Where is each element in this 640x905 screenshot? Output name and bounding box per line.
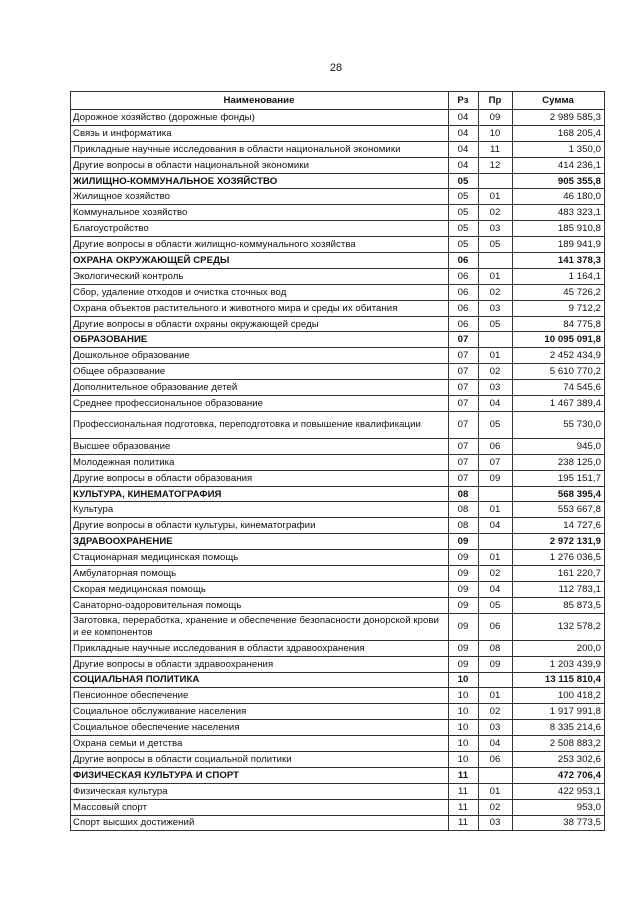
row-sum: 132 578,2 [513,613,605,640]
row-rz: 11 [449,799,479,815]
row-name: Другие вопросы в области социальной политики [71,751,449,767]
row-rz: 06 [449,300,479,316]
section-row [71,767,605,783]
table-row [71,815,605,831]
row-rz: 09 [449,640,479,656]
row-name: Охрана объектов растительного и животного мира и среды их обитания [71,300,449,316]
table-row [71,157,605,173]
row-name: Охрана семьи и детства [71,736,449,752]
row-sum: 2 989 585,3 [513,110,605,126]
row-name: Среднее профессиональное образование [71,396,449,412]
row-pr: 01 [479,189,513,205]
row-name: Культура [71,502,449,518]
row-sum: 483 323,1 [513,205,605,221]
row-name: Сбор, удаление отходов и очистка сточных вод [71,284,449,300]
row-pr: 02 [479,566,513,582]
row-rz: 10 [449,736,479,752]
row-sum: 9 712,2 [513,300,605,316]
table-row [71,688,605,704]
row-rz: 10 [449,688,479,704]
row-sum: 195 151,7 [513,470,605,486]
row-name: Амбулаторная помощь [71,566,449,582]
row-rz: 07 [449,470,479,486]
row-pr: 04 [479,581,513,597]
table-row [71,380,605,396]
row-pr: 06 [479,751,513,767]
row-pr: 06 [479,613,513,640]
row-name: Профессиональная подготовка, переподготовка и повышение квалификации [71,411,449,438]
row-sum: 141 378,3 [513,253,605,269]
row-sum: 100 418,2 [513,688,605,704]
row-rz: 11 [449,815,479,831]
table-row [71,704,605,720]
row-sum: 414 236,1 [513,157,605,173]
row-sum: 84 775,8 [513,316,605,332]
row-rz: 07 [449,364,479,380]
row-rz: 07 [449,411,479,438]
row-sum: 2 972 131,9 [513,534,605,550]
table-row [71,470,605,486]
row-sum: 55 730,0 [513,411,605,438]
row-name: ЗДРАВООХРАНЕНИЕ [71,534,449,550]
row-pr [479,253,513,269]
table-row [71,581,605,597]
table-row [71,364,605,380]
row-name: Заготовка, переработка, хранение и обеспечение безопасности донорской крови и ее компонентов [71,613,449,640]
row-rz: 09 [449,613,479,640]
row-name: СОЦИАЛЬНАЯ ПОЛИТИКА [71,672,449,688]
row-sum: 422 953,1 [513,783,605,799]
row-rz: 06 [449,268,479,284]
row-pr: 01 [479,783,513,799]
row-name: ФИЗИЧЕСКАЯ КУЛЬТУРА И СПОРТ [71,767,449,783]
row-name: Пенсионное обеспечение [71,688,449,704]
header-rz: Рз [449,92,479,110]
row-sum: 1 164,1 [513,268,605,284]
row-rz: 06 [449,284,479,300]
row-pr: 03 [479,300,513,316]
row-pr: 05 [479,597,513,613]
table-row [71,110,605,126]
row-name: Другие вопросы в области культуры, кинематографии [71,518,449,534]
section-row [71,672,605,688]
table-row [71,597,605,613]
row-sum: 185 910,8 [513,221,605,237]
row-sum: 200,0 [513,640,605,656]
row-pr: 03 [479,815,513,831]
row-name: Молодежная политика [71,454,449,470]
table-row [71,751,605,767]
row-name: Жилищное хозяйство [71,189,449,205]
row-sum: 553 667,8 [513,502,605,518]
table-row [71,396,605,412]
row-rz: 10 [449,720,479,736]
row-rz: 05 [449,205,479,221]
row-sum: 953,0 [513,799,605,815]
row-rz: 05 [449,173,479,189]
row-name: Другие вопросы в области охраны окружающей среды [71,316,449,332]
row-rz: 07 [449,380,479,396]
row-rz: 04 [449,157,479,173]
row-sum: 2 508 883,2 [513,736,605,752]
table-row [71,438,605,454]
row-name: Общее образование [71,364,449,380]
row-name: Санаторно-оздоровительная помощь [71,597,449,613]
row-name: Физическая культура [71,783,449,799]
row-sum: 1 917 991,8 [513,704,605,720]
table-row [71,550,605,566]
row-rz: 07 [449,454,479,470]
row-name: Социальное обслуживание населения [71,704,449,720]
row-pr: 02 [479,364,513,380]
table-row [71,141,605,157]
row-rz: 09 [449,581,479,597]
table-row [71,189,605,205]
row-rz: 06 [449,253,479,269]
row-rz: 05 [449,237,479,253]
row-pr [479,332,513,348]
row-sum: 85 873,5 [513,597,605,613]
row-rz: 10 [449,751,479,767]
row-sum: 10 095 091,8 [513,332,605,348]
section-row [71,534,605,550]
table-row [71,205,605,221]
row-name: Связь и информатика [71,125,449,141]
table-row [71,300,605,316]
table-row [71,125,605,141]
table-row [71,566,605,582]
row-pr: 03 [479,720,513,736]
row-pr [479,672,513,688]
row-sum: 13 115 810,4 [513,672,605,688]
row-pr: 08 [479,640,513,656]
row-rz: 09 [449,597,479,613]
row-rz: 07 [449,332,479,348]
row-sum: 112 783,1 [513,581,605,597]
row-pr: 03 [479,380,513,396]
budget-table [70,91,605,831]
table-row [71,518,605,534]
row-name: Другие вопросы в области жилищно-коммунального хозяйства [71,237,449,253]
row-rz: 10 [449,704,479,720]
row-pr: 09 [479,110,513,126]
table-row [71,237,605,253]
row-pr: 05 [479,237,513,253]
row-pr: 02 [479,284,513,300]
row-sum: 5 610 770,2 [513,364,605,380]
row-rz: 10 [449,672,479,688]
row-pr: 04 [479,518,513,534]
row-pr: 01 [479,268,513,284]
row-name: Прикладные научные исследования в области национальной экономики [71,141,449,157]
table-body [71,110,605,831]
table-row [71,640,605,656]
row-rz: 07 [449,348,479,364]
row-sum: 1 467 389,4 [513,396,605,412]
section-row [71,253,605,269]
row-rz: 04 [449,141,479,157]
row-rz: 05 [449,221,479,237]
row-pr: 01 [479,550,513,566]
row-sum: 238 125,0 [513,454,605,470]
row-pr [479,173,513,189]
row-pr: 02 [479,704,513,720]
row-sum: 472 706,4 [513,767,605,783]
row-sum: 905 355,8 [513,173,605,189]
table-row [71,454,605,470]
row-pr [479,767,513,783]
row-rz: 09 [449,566,479,582]
table-row [71,799,605,815]
row-pr: 03 [479,221,513,237]
row-rz: 04 [449,110,479,126]
row-pr: 11 [479,141,513,157]
row-name: Другие вопросы в области здравоохранения [71,656,449,672]
row-name: Скорая медицинская помощь [71,581,449,597]
table-row [71,783,605,799]
table-row [71,736,605,752]
row-rz: 08 [449,502,479,518]
row-name: Стационарная медицинская помощь [71,550,449,566]
row-name: Социальное обеспечение населения [71,720,449,736]
row-name: Другие вопросы в области национальной экономики [71,157,449,173]
row-rz: 04 [449,125,479,141]
row-rz: 09 [449,656,479,672]
row-rz: 11 [449,783,479,799]
table-row [71,613,605,640]
section-row [71,486,605,502]
table-row [71,348,605,364]
row-pr: 01 [479,502,513,518]
row-rz: 09 [449,550,479,566]
row-sum: 1 350,0 [513,141,605,157]
row-sum: 568 395,4 [513,486,605,502]
row-sum: 74 545,6 [513,380,605,396]
row-rz: 07 [449,396,479,412]
section-row [71,173,605,189]
row-sum: 46 180,0 [513,189,605,205]
row-pr: 06 [479,438,513,454]
row-pr: 02 [479,799,513,815]
table-row [71,411,605,438]
row-pr [479,534,513,550]
page-number: 28 [329,62,343,74]
row-pr: 01 [479,348,513,364]
row-rz: 08 [449,486,479,502]
row-sum: 2 452 434,9 [513,348,605,364]
row-sum: 945,0 [513,438,605,454]
table-row [71,221,605,237]
row-pr: 09 [479,656,513,672]
row-pr: 01 [479,688,513,704]
row-name: ЖИЛИЩНО-КОММУНАЛЬНОЕ ХОЗЯЙСТВО [71,173,449,189]
row-sum: 1 276 036,5 [513,550,605,566]
row-name: Массовый спорт [71,799,449,815]
table-row [71,268,605,284]
row-name: Коммунальное хозяйство [71,205,449,221]
row-name: Экологический контроль [71,268,449,284]
row-pr: 10 [479,125,513,141]
row-name: Дополнительное образование детей [71,380,449,396]
row-rz: 06 [449,316,479,332]
row-pr: 04 [479,736,513,752]
row-name: ОХРАНА ОКРУЖАЮЩЕЙ СРЕДЫ [71,253,449,269]
table-row [71,720,605,736]
table-row [71,284,605,300]
row-rz: 07 [449,438,479,454]
table-row [71,656,605,672]
row-sum: 45 726,2 [513,284,605,300]
header-name: Наименование [71,92,449,110]
row-pr [479,486,513,502]
row-rz: 11 [449,767,479,783]
row-name: Другие вопросы в области образования [71,470,449,486]
row-name: Благоустройство [71,221,449,237]
row-pr: 12 [479,157,513,173]
row-name: ОБРАЗОВАНИЕ [71,332,449,348]
row-sum: 168 205,4 [513,125,605,141]
row-pr: 09 [479,470,513,486]
section-row [71,332,605,348]
row-name: Дорожное хозяйство (дорожные фонды) [71,110,449,126]
table-row [71,316,605,332]
row-rz: 09 [449,534,479,550]
header-sum: Сумма [513,92,605,110]
table-row [71,502,605,518]
row-sum: 8 335 214,6 [513,720,605,736]
header-pr: Пр [479,92,513,110]
row-sum: 14 727,6 [513,518,605,534]
row-rz: 05 [449,189,479,205]
row-sum: 1 203 439,9 [513,656,605,672]
row-sum: 161 220,7 [513,566,605,582]
row-name: Прикладные научные исследования в области здравоохранения [71,640,449,656]
row-name: КУЛЬТУРА, КИНЕМАТОГРАФИЯ [71,486,449,502]
row-sum: 253 302,6 [513,751,605,767]
table-header-row [71,92,605,110]
row-sum: 189 941,9 [513,237,605,253]
row-pr: 04 [479,396,513,412]
row-sum: 38 773,5 [513,815,605,831]
row-name: Дошкольное образование [71,348,449,364]
row-rz: 08 [449,518,479,534]
row-pr: 05 [479,316,513,332]
row-name: Высшее образование [71,438,449,454]
row-pr: 07 [479,454,513,470]
row-pr: 05 [479,411,513,438]
row-pr: 02 [479,205,513,221]
row-name: Спорт высших достижений [71,815,449,831]
